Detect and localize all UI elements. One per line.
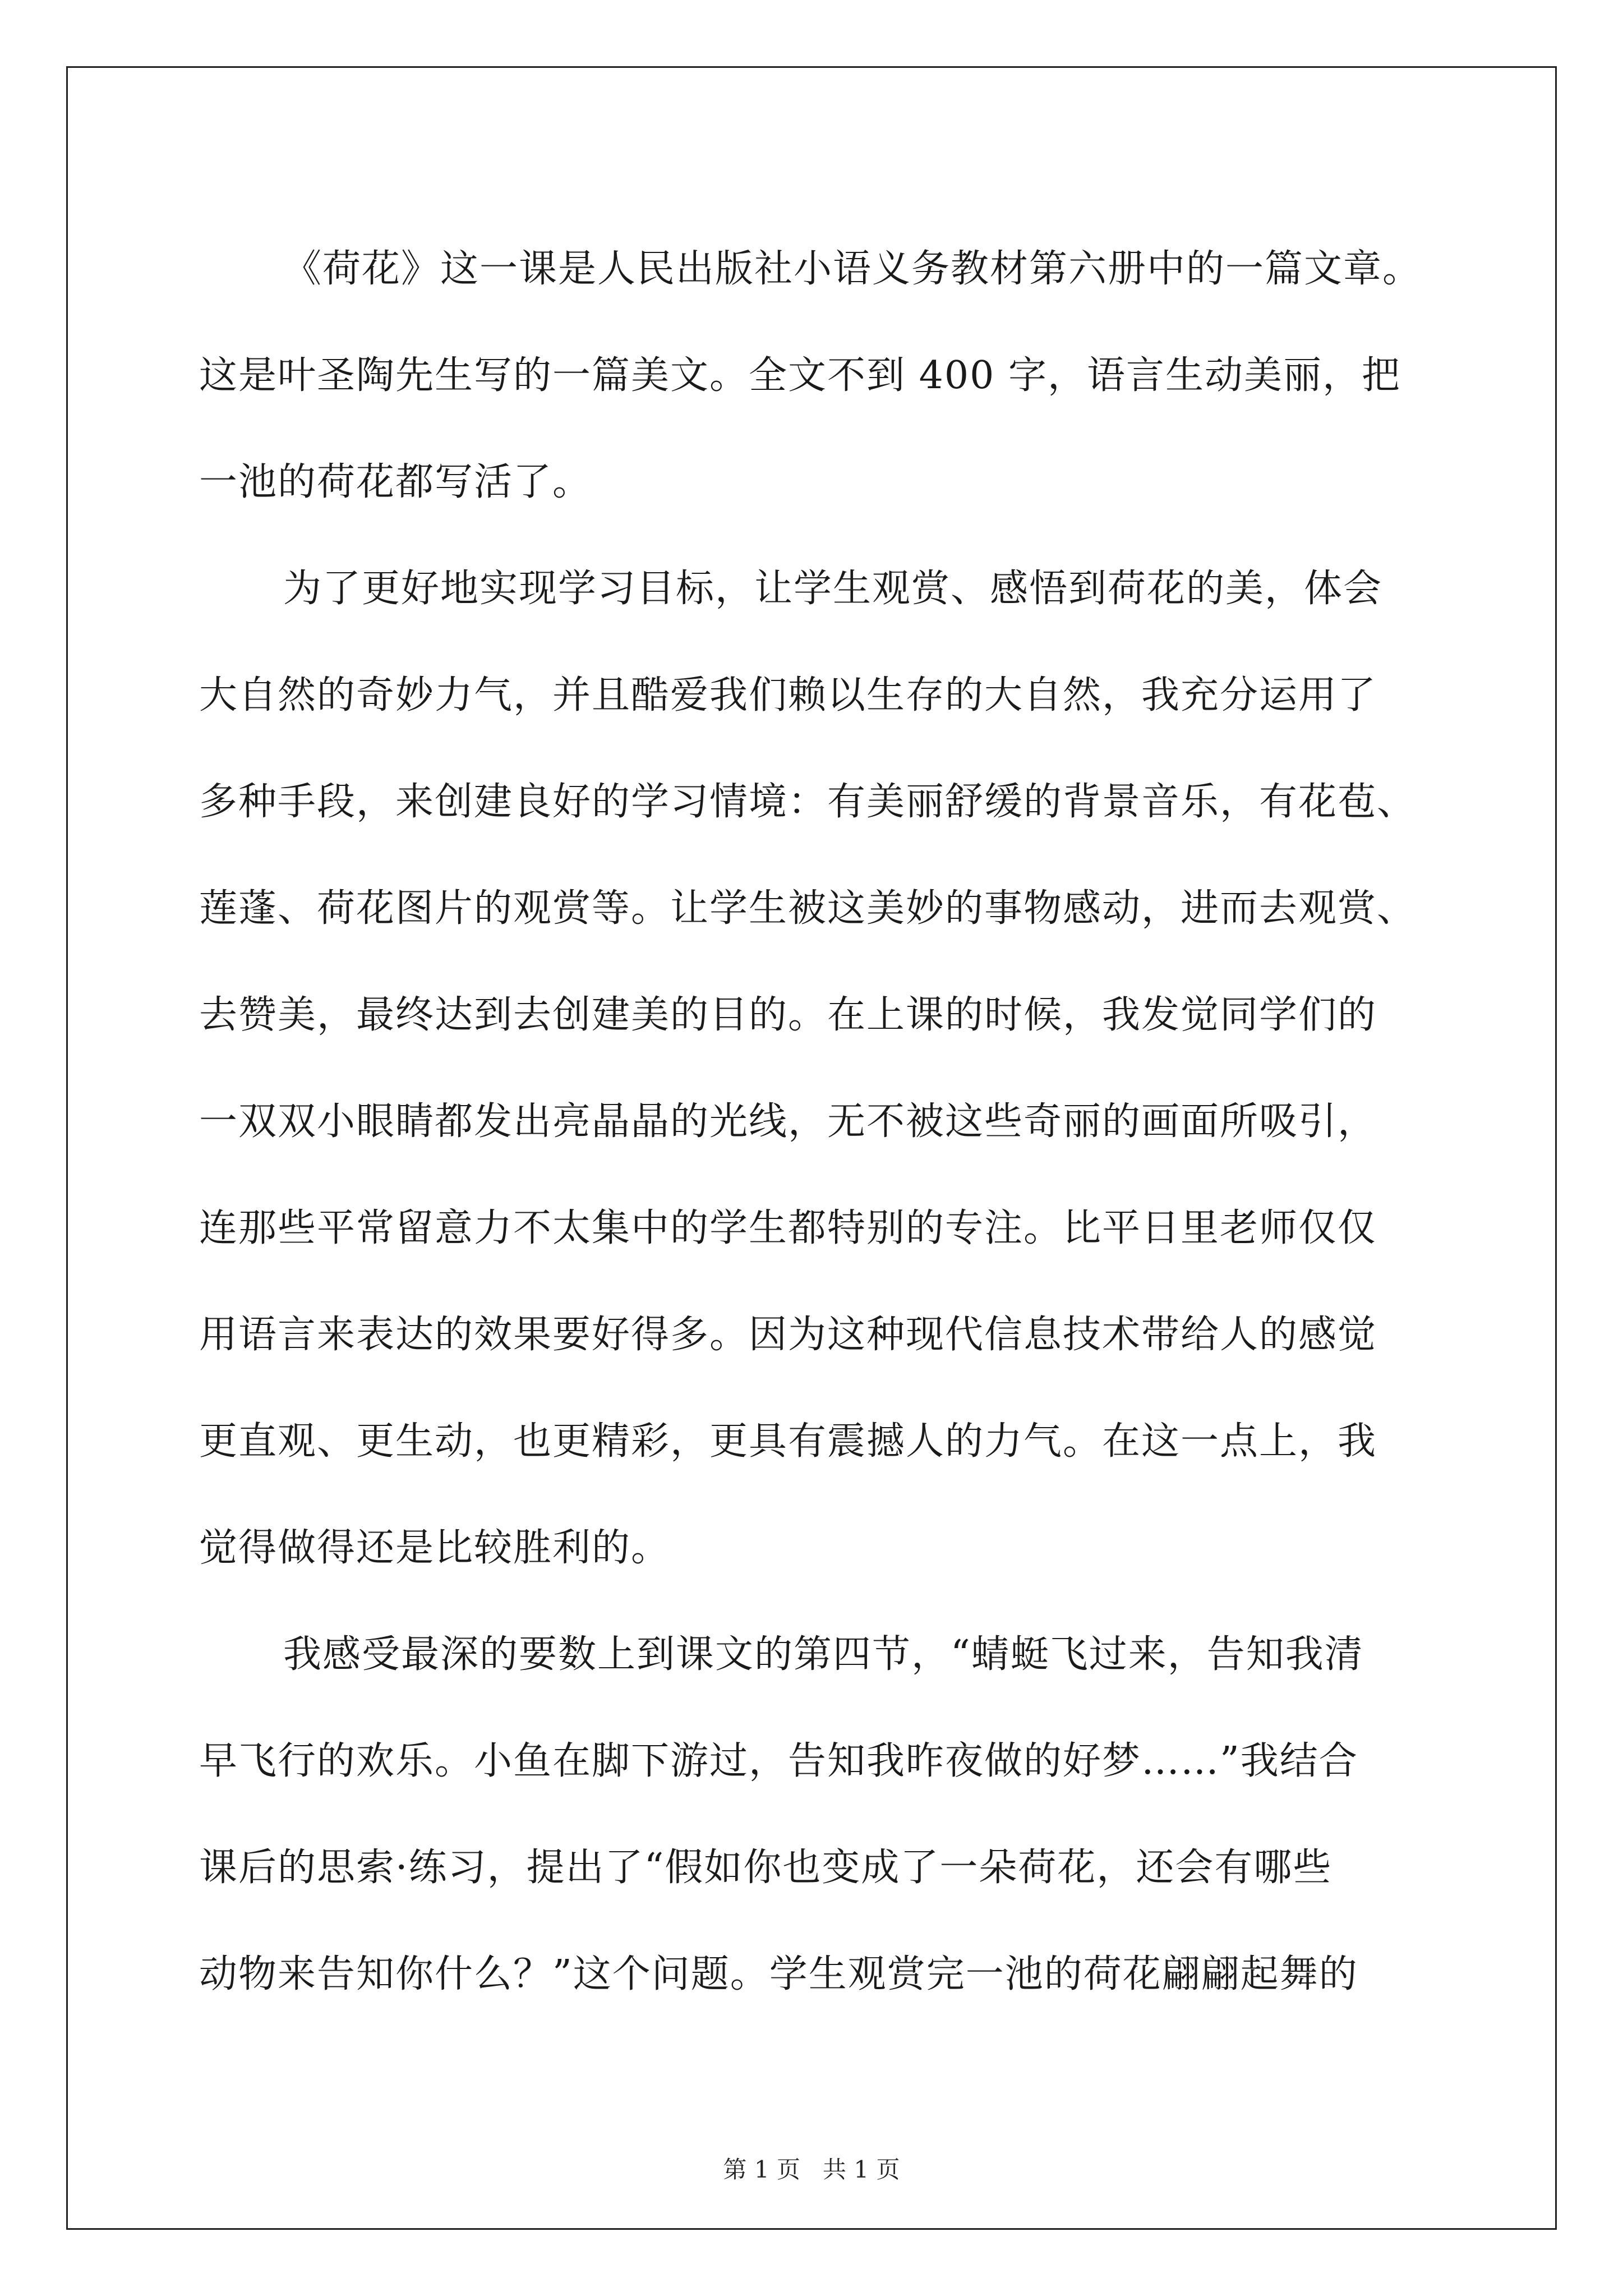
- text-line: 去赞美，最终达到去创建美的目的。在上课的时候，我发觉同学们的: [199, 993, 1377, 1037]
- text-line: 大自然的奇妙力气，并且酷爱我们赖以生存的大自然，我充分运用了: [199, 673, 1377, 717]
- text-line: 一双双小眼睛都发出亮晶晶的光线，无不被这些奇丽的画面所吸引，: [199, 1099, 1377, 1144]
- text-line: 更直观、更生动，也更精彩，更具有震撼人的力气。在这一点上，我: [199, 1419, 1377, 1464]
- document-body: [199, 216, 1433, 2028]
- text-line: 动物来告知你什么？”这个问题。学生观赏完一池的荷花翩翩起舞的: [199, 1952, 1358, 1996]
- text-line: 连那些平常留意力不太集中的学生都特别的专注。比平日里老师仅仅: [199, 1206, 1377, 1250]
- text-line: 课后的思索·练习，提出了“假如你也变成了一朵荷花，还会有哪些: [199, 1846, 1332, 1890]
- text-line: 多种手段，来创建良好的学习情境：有美丽舒缓的背景音乐，有花苞、: [199, 780, 1417, 824]
- text-line: 莲蓬、荷花图片的观赏等。让学生被这美妙的事物感动，进而去观赏、: [199, 886, 1417, 931]
- text-line: 用语言来表达的效果要好得多。因为这种现代信息技术带给人的感觉: [199, 1313, 1377, 1357]
- text-line: 《荷花》这一课是人民出版社小语义务教材第六册中的一篇文章。: [283, 247, 1422, 291]
- text-line: 早飞行的欢乐。小鱼在脚下游过，告知我昨夜做的好梦……”我结合: [199, 1739, 1358, 1783]
- text-line: 这是叶圣陶先生写的一篇美文。全文不到 400 字，语言生动美丽，把: [199, 353, 1401, 398]
- text-line: 为了更好地实现学习目标，让学生观赏、感悟到荷花的美，体会: [283, 567, 1383, 611]
- text-line: 一池的荷花都写活了。: [199, 460, 592, 504]
- text-line: 觉得做得还是比较胜利的。: [199, 1526, 671, 1570]
- page-footer: 第 1 页 共 1 页: [723, 2156, 900, 2183]
- text-line: 我感受最深的要数上到课文的第四节，“蜻蜓飞过来，告知我清: [283, 1632, 1364, 1677]
